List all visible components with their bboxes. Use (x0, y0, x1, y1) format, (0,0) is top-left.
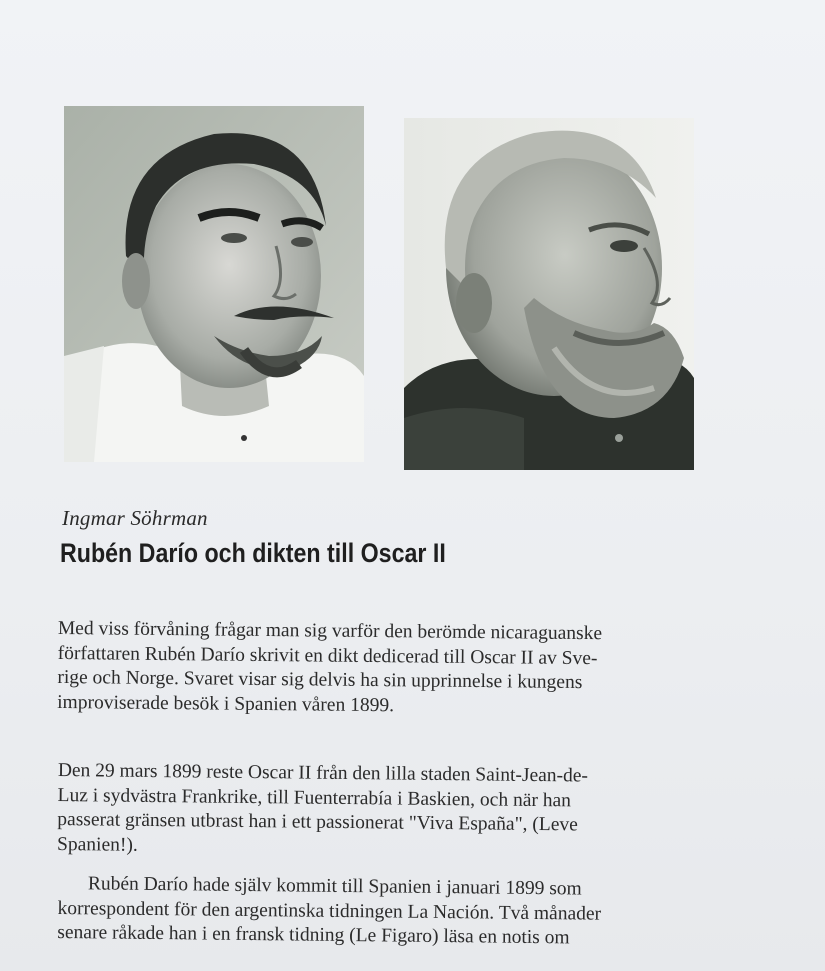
paragraph-line: improviserade besök i Spanien våren 1899. (57, 691, 395, 716)
paragraph-line: Den 29 mars 1899 reste Oscar II från den lilla staden Saint-Jean-de- (57, 759, 589, 787)
paragraph-line: passerat gränsen utbrast han i ett passionerat "Viva España", (Leve (57, 808, 578, 836)
paragraph-line: korrespondent för den argentinska tidningen La Nación. Två månader (57, 897, 602, 925)
paragraph-line: författaren Rubén Darío skrivit en dikt dedicerad till Oscar II av Sve- (57, 642, 598, 669)
paragraph-1 (57, 617, 708, 721)
paragraph-line: Med viss förvåning frågar man sig varför den berömde nicaraguanske (57, 617, 603, 645)
portrait-photo-oscar (404, 118, 694, 470)
author-name: Ingmar Söhrman (62, 506, 208, 530)
paragraph-line: rige och Norge. Svaret visar sig delvis ha sin upprinnelse i kungens (57, 666, 583, 694)
paragraph-2 (57, 759, 708, 864)
paragraph-line: Rubén Darío hade själv kommit till Spanien i januari 1899 som (87, 873, 582, 900)
paragraph-line: senare råkade han i en fransk tidning (Le Figaro) läsa en notis om (57, 921, 570, 949)
portrait-photo-dario (64, 106, 364, 462)
paragraph-line: Luz i sydvästra Frankrike, till Fuenterrabía i Baskien, och när han (57, 784, 572, 811)
paragraph-line: Spanien!). (56, 833, 138, 856)
paragraph-3 (57, 872, 708, 952)
article-title: Rubén Darío och dikten till Oscar II (60, 538, 446, 568)
